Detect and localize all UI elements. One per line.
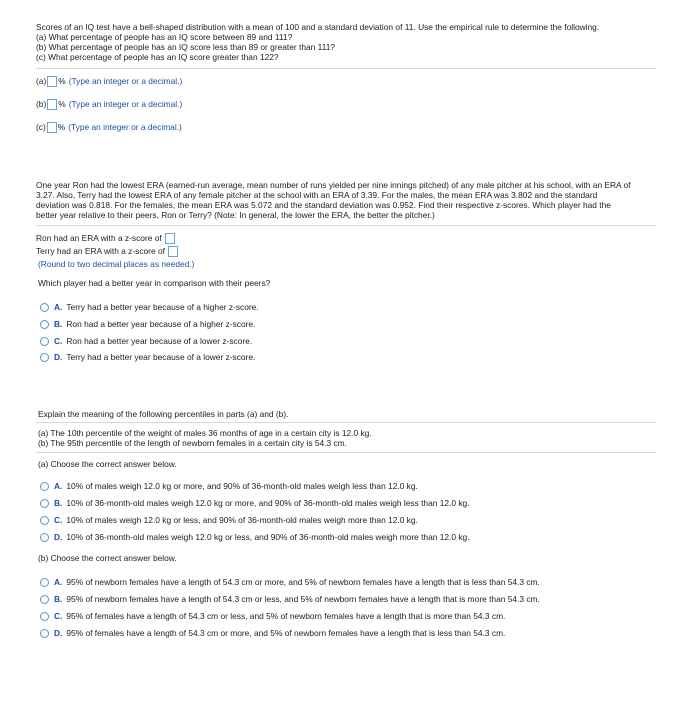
q2-text: [36, 180, 656, 220]
option-letter: D.: [54, 628, 63, 638]
option-text: Terry had a better year because of a lower z-score.: [66, 352, 256, 362]
radio-button[interactable]: [40, 303, 49, 312]
type-hint: (Type an integer or a decimal.): [68, 122, 182, 132]
q2-prompt: Which player had a better year in comparison with their peers?: [38, 278, 271, 288]
round-hint: (Round to two decimal places as needed.): [38, 259, 195, 269]
radio-button[interactable]: [40, 516, 49, 525]
percent-sign: %: [58, 76, 66, 86]
radio-button[interactable]: [40, 629, 49, 638]
q2-option-c[interactable]: [40, 335, 252, 347]
terry-z-row: [36, 244, 179, 258]
q1-line: (c) What percentage of people has an IQ score greater than 122?: [36, 52, 279, 62]
q3b-option-b[interactable]: [40, 593, 540, 605]
option-text: 10% of 36-month-old males weigh 12.0 kg or more, and 90% of 36-month-old males weigh less than 12.0 kg.: [66, 498, 470, 508]
q3b-option-c[interactable]: [40, 610, 505, 622]
option-letter: C.: [54, 515, 63, 525]
q1-answer-c: [36, 120, 182, 134]
q3-a-prompt: (a) Choose the correct answer below.: [38, 459, 177, 469]
q3a-option-c[interactable]: [40, 514, 418, 526]
divider: [36, 225, 656, 226]
option-text: Ron had a better year because of a lower z-score.: [66, 336, 253, 346]
option-text: 95% of females have a length of 54.3 cm or less, and 5% of newborn females have a length that is more than 54.3 cm.: [66, 611, 506, 621]
q2-line: deviation was 0.818. For the females, the mean ERA was 5.072 and the standard deviation was 0.952. Find their respective z-scores. Which player had the: [36, 200, 611, 210]
option-text: 10% of 36-month-old males weigh 12.0 kg or less, and 90% of 36-month-old males weigh more than 12.0 kg.: [66, 532, 470, 542]
q3b-option-a[interactable]: [40, 576, 540, 588]
option-letter: B.: [54, 319, 63, 329]
radio-button[interactable]: [40, 578, 49, 587]
divider: [36, 452, 656, 453]
option-letter: A.: [54, 302, 63, 312]
option-letter: B.: [54, 594, 63, 604]
radio-button[interactable]: [40, 595, 49, 604]
q3b-option-d[interactable]: [40, 627, 505, 639]
radio-button[interactable]: [40, 353, 49, 362]
q1-line: (b) What percentage of people has an IQ score less than 89 or greater than 111?: [36, 42, 336, 52]
option-letter: A.: [54, 577, 63, 587]
percent-sign: %: [58, 99, 66, 109]
q2-line: One year Ron had the lowest ERA (earned-run average, mean number of runs yielded per nine innings pitched) of any male pitcher at his school, with an ERA of: [36, 180, 631, 190]
divider: [36, 422, 656, 423]
option-text: Terry had a better year because of a higher z-score.: [66, 302, 259, 312]
q2-option-d[interactable]: [40, 351, 255, 363]
q3-line: (a) The 10th percentile of the weight of males 36 months of age in a certain city is 12.0 kg.: [38, 428, 372, 438]
q2-option-b[interactable]: [40, 318, 255, 330]
q1-text: [36, 22, 656, 62]
option-letter: D.: [54, 352, 63, 362]
answer-label: (b): [36, 99, 47, 109]
q3a-option-b[interactable]: [40, 497, 470, 509]
q3-text: [38, 428, 658, 448]
q3a-option-d[interactable]: [40, 531, 470, 543]
percent-sign: %: [57, 122, 66, 132]
answer-label: (c): [36, 122, 46, 132]
option-letter: D.: [54, 532, 63, 542]
option-text: 95% of newborn females have a length of 54.3 cm or more, and 5% of newborn females have a length that is less than 54.3 cm.: [66, 577, 540, 587]
option-letter: C.: [54, 611, 63, 621]
answer-b-input[interactable]: [47, 99, 57, 110]
answer-a-input[interactable]: [47, 76, 57, 87]
q3-line: (b) The 95th percentile of the length of newborn females in a certain city is 54.3 cm.: [38, 438, 347, 448]
ron-z-input[interactable]: [165, 233, 175, 244]
ron-z-row: [36, 231, 176, 245]
terry-z-label: Terry had an ERA with a z-score of: [36, 246, 165, 256]
option-text: 95% of newborn females have a length of 54.3 cm or less, and 5% of newborn females have a length that is more than 54.3 cm.: [66, 594, 540, 604]
q1-line: Scores of an IQ test have a bell-shaped distribution with a mean of 100 and a standard deviation of 11. Use the empirical rule to determine the following.: [36, 22, 600, 32]
q1-answer-b: [36, 97, 182, 111]
q3-b-prompt: (b) Choose the correct answer below.: [38, 553, 177, 563]
radio-button[interactable]: [40, 482, 49, 491]
radio-button[interactable]: [40, 612, 49, 621]
q3a-option-a[interactable]: [40, 480, 418, 492]
radio-button[interactable]: [40, 533, 49, 542]
option-text: 95% of females have a length of 54.3 cm or more, and 5% of newborn females have a length that is less than 54.3 cm.: [66, 628, 506, 638]
option-letter: C.: [54, 336, 63, 346]
q1-answer-a: [36, 74, 182, 88]
q2-line: better year relative to their peers, Ron or Terry? (Note: In general, the lower the ERA, the better the pitcher.): [36, 210, 435, 220]
option-text: Ron had a better year because of a higher z-score.: [66, 319, 256, 329]
radio-button[interactable]: [40, 337, 49, 346]
option-text: 10% of males weigh 12.0 kg or less, and 90% of 36-month-old males weigh more than 12.0 kg.: [66, 515, 418, 525]
option-text: 10% of males weigh 12.0 kg or more, and 90% of 36-month-old males weigh less than 12.0 kg.: [66, 481, 418, 491]
answer-c-input[interactable]: [47, 122, 57, 133]
answer-label: (a): [36, 76, 47, 86]
radio-button[interactable]: [40, 499, 49, 508]
q1-line: (a) What percentage of people has an IQ score between 89 and 111?: [36, 32, 293, 42]
q2-option-a[interactable]: [40, 301, 259, 313]
ron-z-label: Ron had an ERA with a z-score of: [36, 233, 162, 243]
option-letter: A.: [54, 481, 63, 491]
q2-line: 3.27. Also, Terry had the lowest ERA of any female pitcher at the school with an ERA of 3.39. For the males, the mean ERA was 3.802 and the standard: [36, 190, 598, 200]
divider: [36, 68, 656, 69]
radio-button[interactable]: [40, 320, 49, 329]
type-hint: (Type an integer or a decimal.): [68, 76, 183, 86]
option-letter: B.: [54, 498, 63, 508]
type-hint: (Type an integer or a decimal.): [68, 99, 183, 109]
terry-z-input[interactable]: [168, 246, 178, 257]
q3-intro: Explain the meaning of the following percentiles in parts (a) and (b).: [38, 409, 289, 419]
